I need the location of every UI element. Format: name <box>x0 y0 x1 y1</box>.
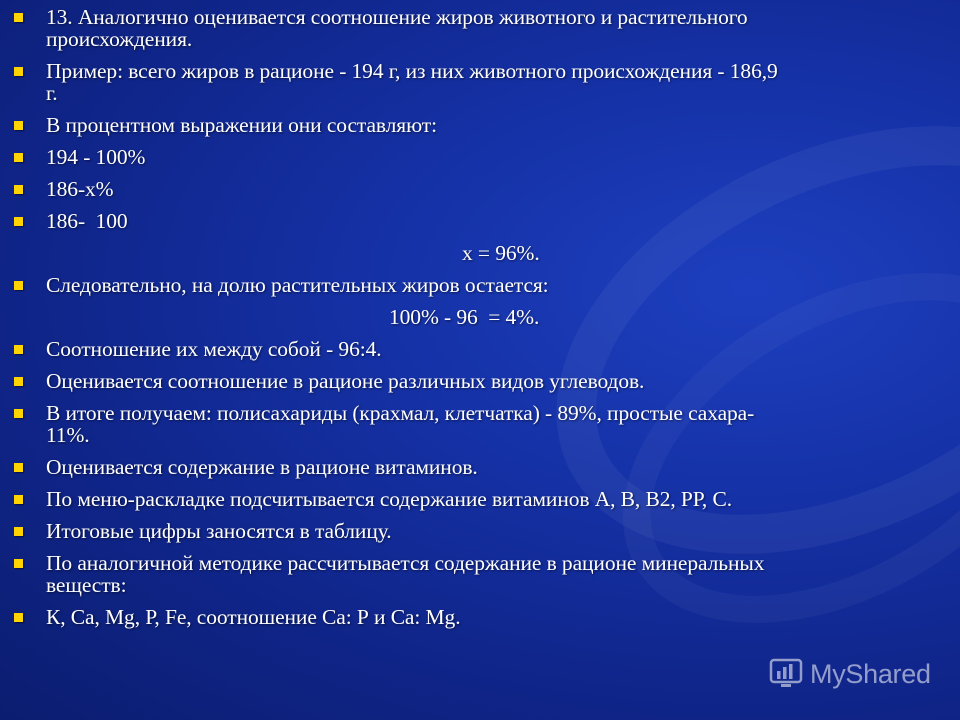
list-item <box>12 402 942 446</box>
list-item-text: Итоговые цифры заносятся в таблицу. <box>46 519 392 543</box>
list-item-text: По меню-раскладке подсчитывается содержание витаминов А, В, В2, РР, С. <box>46 487 732 511</box>
list-item <box>12 146 942 168</box>
bullet-square-icon <box>14 613 23 622</box>
list-item <box>12 210 942 232</box>
list-item-text: Оценивается содержание в рационе витаминов. <box>46 455 478 479</box>
bullet-square-icon <box>14 527 23 536</box>
bullet-square-icon <box>14 377 23 386</box>
list-item-text: 194 - 100% <box>46 145 146 169</box>
list-item-text: 186- 100 <box>46 209 128 233</box>
myshared-logo-icon <box>768 656 804 692</box>
bullet-square-icon <box>14 409 23 418</box>
list-item-text: 13. Аналогично оценивается соотношение жиров животного и растительного происхождения. <box>46 5 748 51</box>
bullet-square-icon <box>14 559 23 568</box>
list-item-text: В итоге получаем: полисахариды (крахмал, клетчатка) - 89%, простые сахара- 11%. <box>46 401 755 447</box>
bullet-square-icon <box>14 67 23 76</box>
list-item <box>12 6 942 50</box>
bullet-square-icon <box>14 153 23 162</box>
list-item-continuation <box>12 306 942 328</box>
bullet-square-icon <box>14 185 23 194</box>
list-item-text: Пример: всего жиров в рационе - 194 г, из них животного происхождения - 186,9 г. <box>46 59 778 105</box>
list-item <box>12 552 942 596</box>
list-item <box>12 178 942 200</box>
list-item <box>12 606 942 628</box>
bullet-square-icon <box>14 121 23 130</box>
list-item <box>12 60 942 104</box>
list-item-text: По аналогичной методике рассчитывается содержание в рационе минеральных веществ: <box>46 551 765 597</box>
list-item-continuation <box>12 242 942 264</box>
watermark-text: MyShared <box>810 658 931 689</box>
watermark-logo <box>768 656 931 692</box>
list-item-text: х = 96%. <box>462 241 540 265</box>
list-item <box>12 114 942 136</box>
list-item <box>12 488 942 510</box>
list-item-text: Оценивается соотношение в рационе различных видов углеводов. <box>46 369 645 393</box>
list-item-text: Следовательно, на долю растительных жиров остается: <box>46 273 549 297</box>
list-item-text: 100% - 96 = 4%. <box>389 305 540 329</box>
list-item-text: Соотношение их между собой - 96:4. <box>46 337 382 361</box>
list-item <box>12 338 942 360</box>
bullet-list <box>12 6 942 628</box>
list-item-text: 186-х% <box>46 177 114 201</box>
bullet-square-icon <box>14 463 23 472</box>
bullet-square-icon <box>14 13 23 22</box>
bullet-square-icon <box>14 345 23 354</box>
list-item <box>12 520 942 542</box>
bullet-square-icon <box>14 281 23 290</box>
bullet-square-icon <box>14 495 23 504</box>
list-item-text: В процентном выражении они составляют: <box>46 113 437 137</box>
list-item-text: К, Са, Mg, Р, Fe, соотношение Са: Р и Са: Mg. <box>46 605 461 629</box>
list-item <box>12 274 942 296</box>
list-item <box>12 370 942 392</box>
bullet-square-icon <box>14 217 23 226</box>
list-item <box>12 456 942 478</box>
